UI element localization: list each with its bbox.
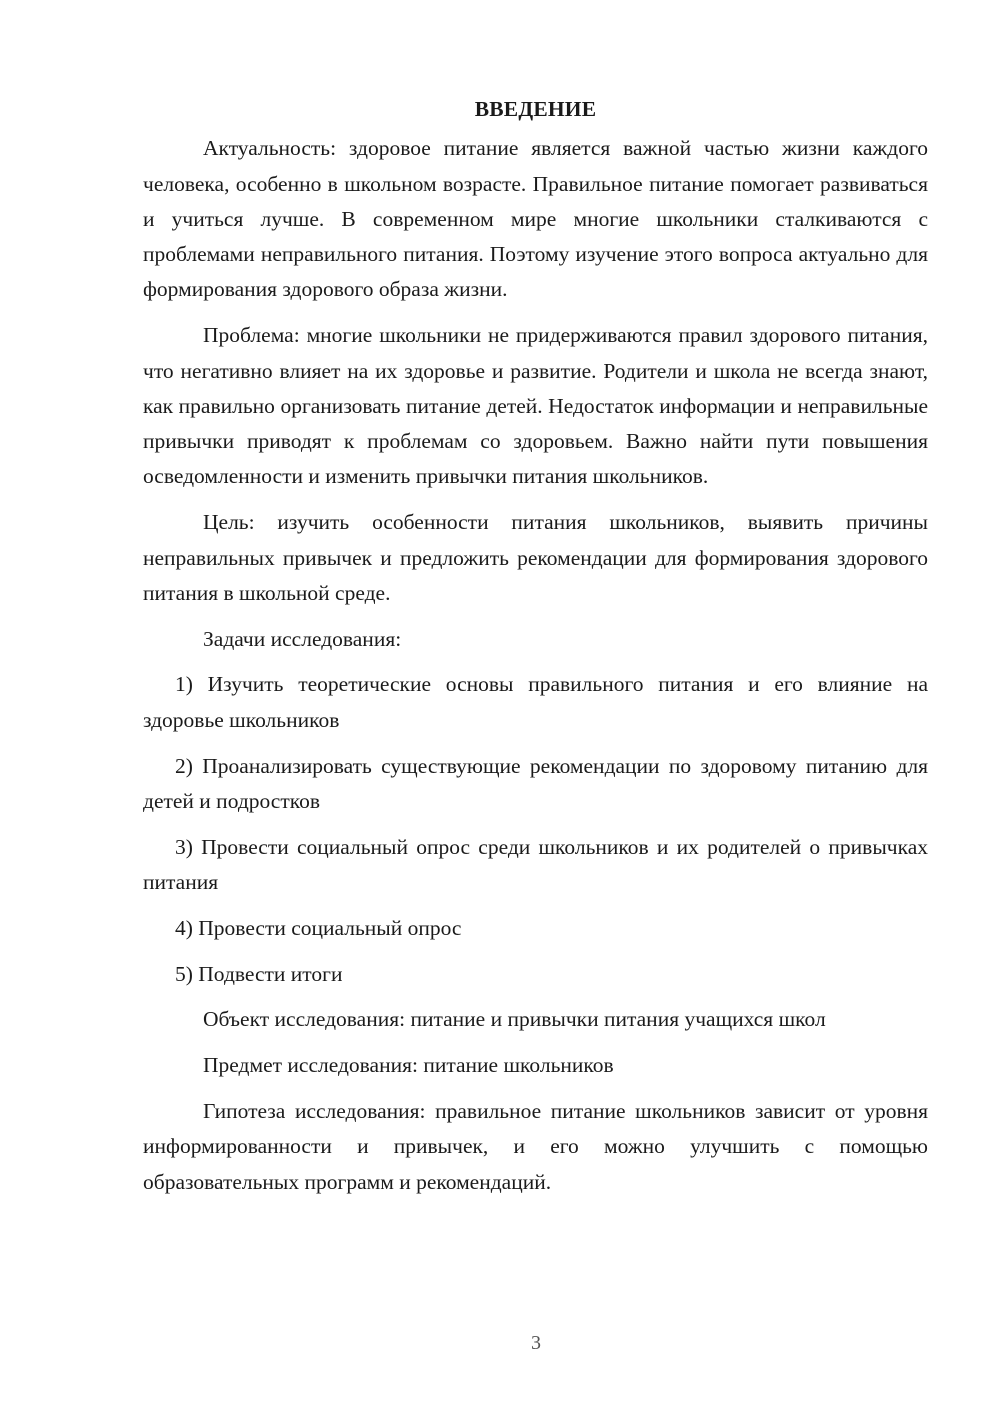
problem-paragraph: Проблема: многие школьники не придерживаются правил здорового питания, что негативно влияет на их здоровье и развитие. Родители и школа не всегда знают, как правильно организовать питание детей. Недостаток информации и неправильные привычки приводят к проблемам со здоровьем. Важно найти пути повышения осведомленности и изменить привычки питания школьников. [143,323,928,489]
section-title: ВВЕДЕНИЕ [474,97,597,121]
goal-paragraph: Цель: изучить особенности питания школьников, выявить причины неправильных привычек и предложить рекомендации для формирования здорового питания в школьной среде. [143,510,928,605]
relevance-paragraph: Актуальность: здоровое питание является важной частью жизни каждого человека, особенно в школьном возрасте. Правильное питание помогает развиваться и учиться лучше. В современном мире многие школьники сталкиваются с проблемами неправильного питания. Поэтому изучение этого вопроса актуально для формирования здорового образа жизни. [143,136,928,302]
task-item: 3) Провести социальный опрос среди школьников и их родителей о привычках питания [143,834,928,894]
page-number: 3 [531,1332,541,1354]
research-subject: Предмет исследования: питание школьников [203,1053,614,1078]
tasks-list [143,667,928,991]
task-item: 4) Провести социальный опрос [175,915,462,940]
hypothesis-paragraph: Гипотеза исследования: правильное питание школьников зависит от уровня информированности и привычек, и его можно улучшить с помощью образовательных программ и рекомендаций. [143,1098,928,1194]
tasks-heading: Задачи исследования: [203,626,402,651]
task-item: 2) Проанализировать существующие рекомендации по здоровому питанию для детей и подростков [143,753,928,813]
document-page [143,92,928,1210]
research-object: Объект исследования: питание и привычки питания учащихся школ [203,1007,826,1032]
task-item: 5) Подвести итоги [175,961,343,986]
task-item: 1) Изучить теоретические основы правильного питания и его влияние на здоровье школьников [143,672,928,732]
